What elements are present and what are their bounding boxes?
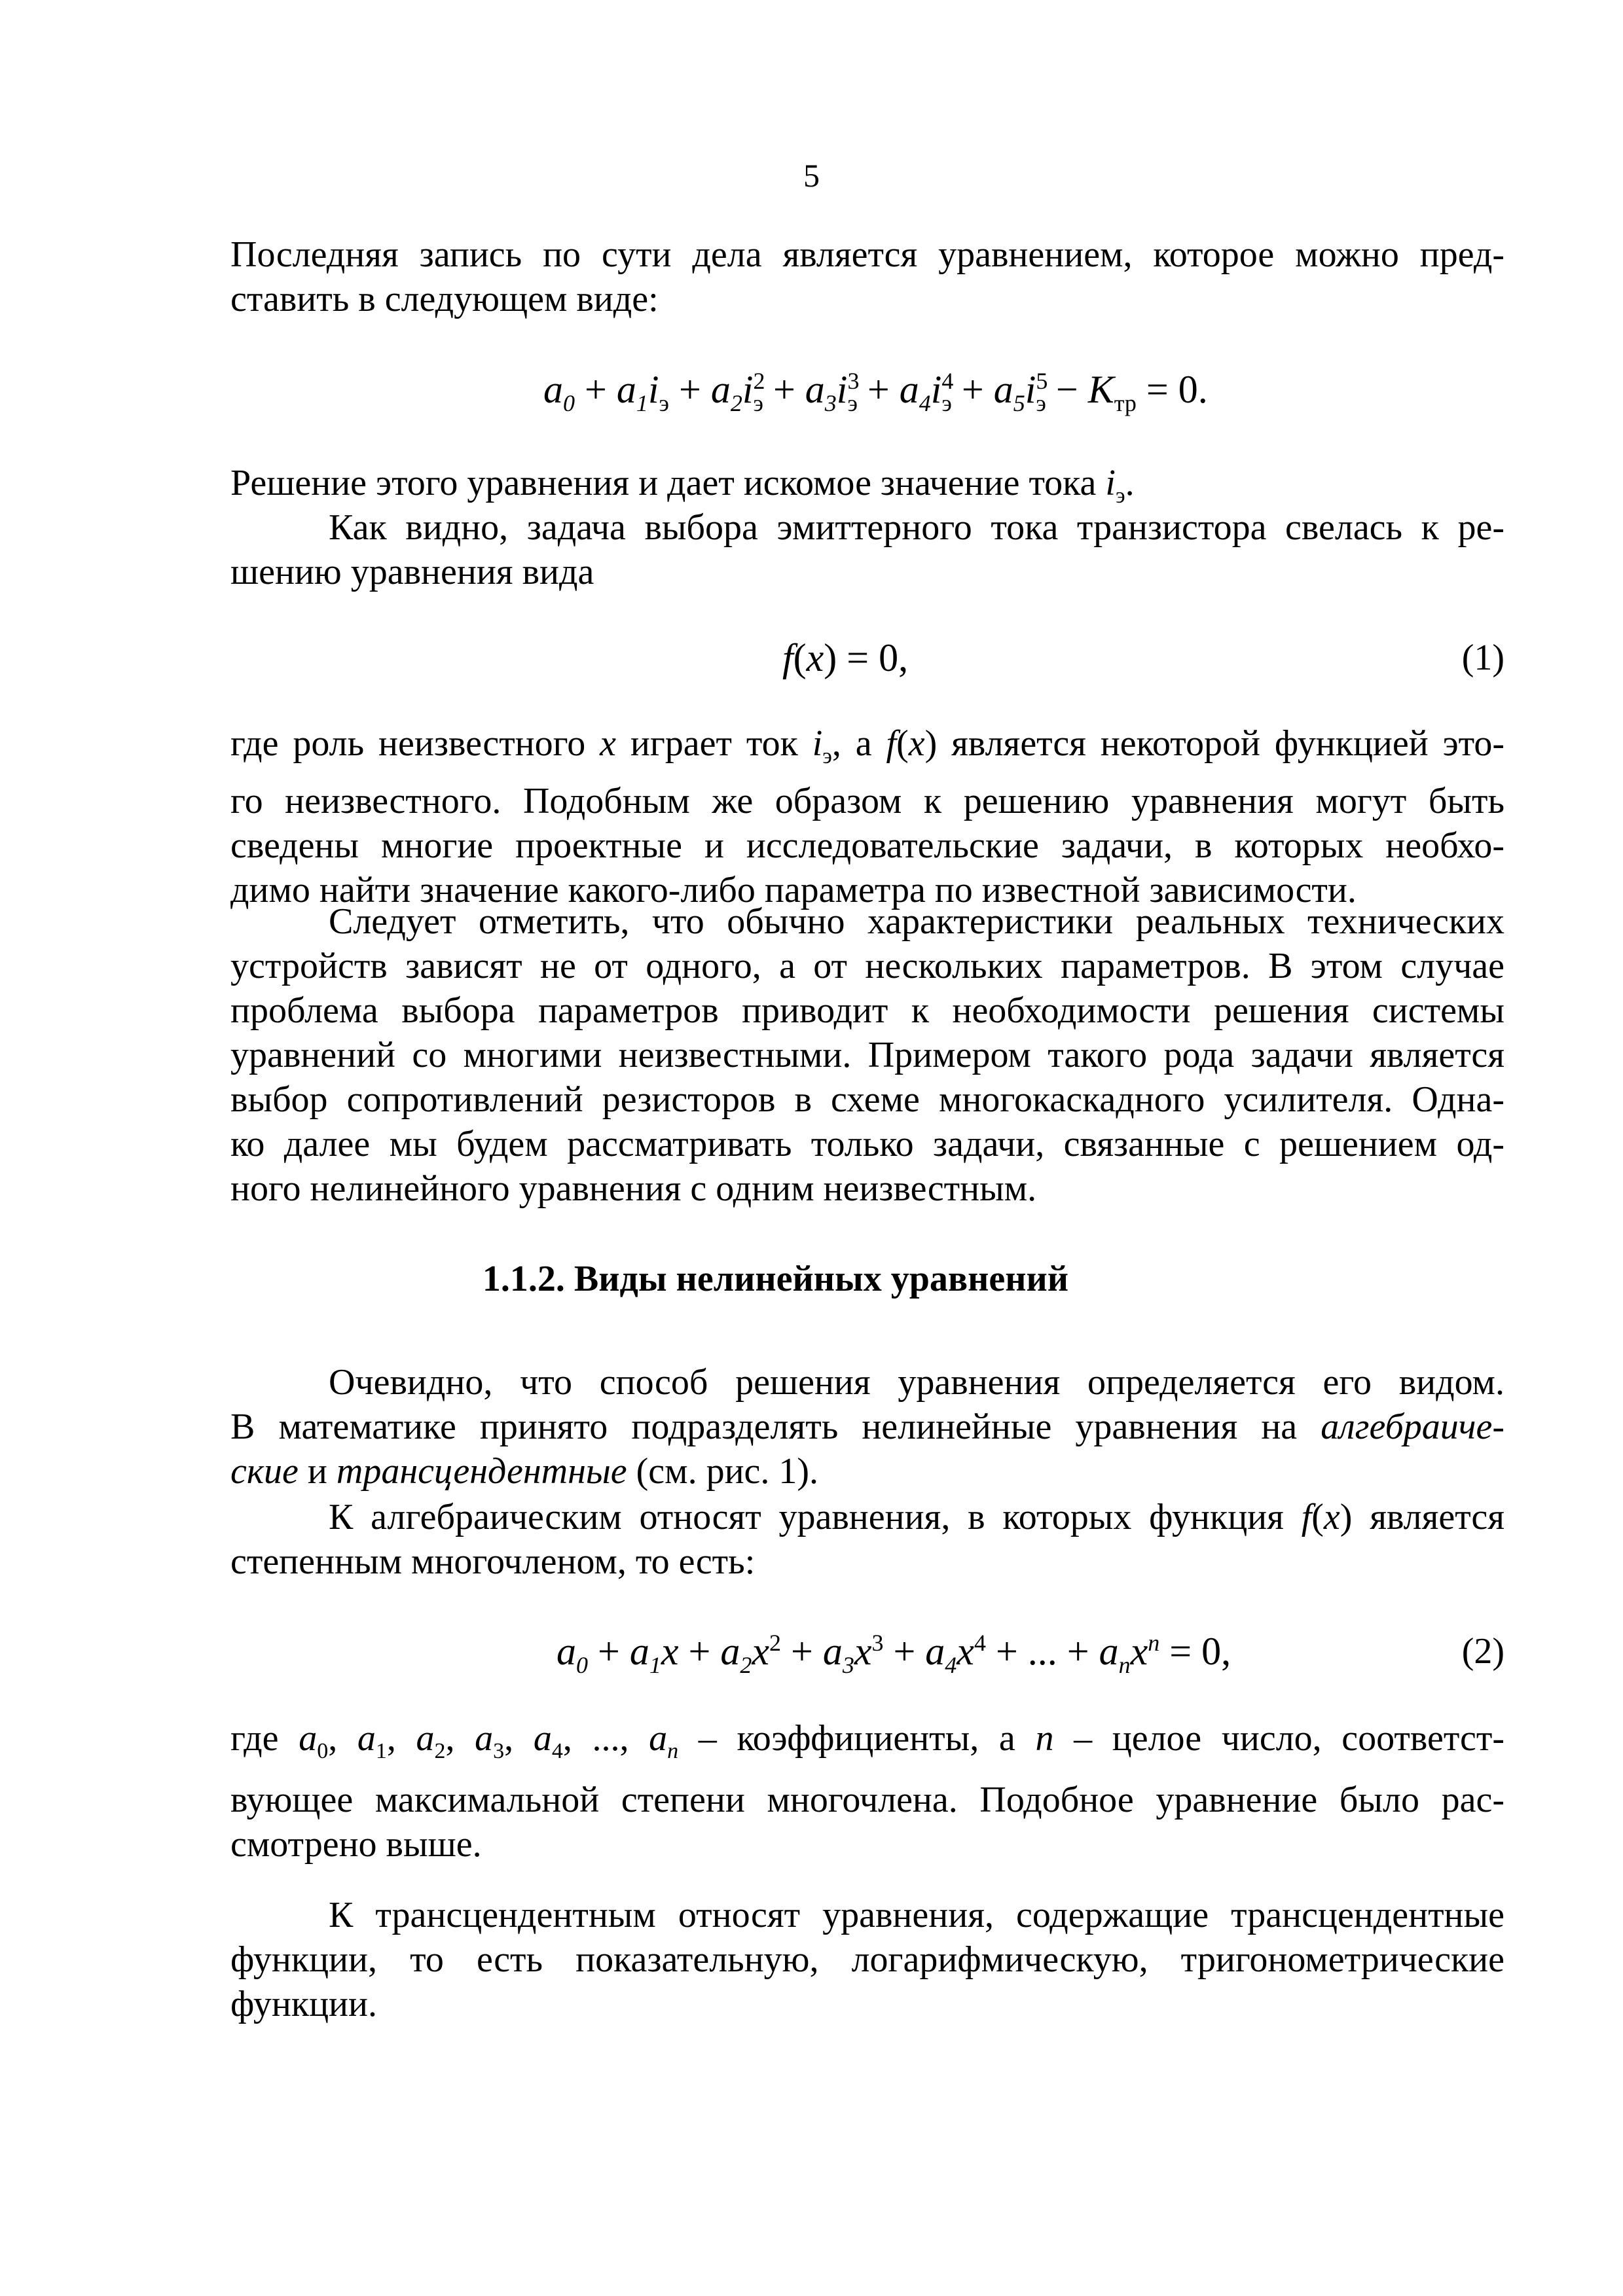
paragraph-line (230, 721, 1504, 779)
superscript: 2 (753, 368, 765, 394)
paragraph-line: уравнений со многими неизвестными. Примером такого рода задачи является (230, 1035, 1504, 1075)
paragraph-line: Следует отметить, что обычно характеристики реальных технических (329, 901, 1504, 942)
subscript: 0 (563, 390, 575, 416)
var-a: a (710, 368, 731, 411)
italic-term: ские (230, 1451, 299, 1492)
paragraph-line: Как видно, задача выбора эмиттерного тока транзистора свелась к ре- (329, 507, 1504, 548)
var-x: x (957, 1630, 974, 1673)
paragraph-line: ставить в следующем виде: (230, 279, 659, 319)
var-a: a (533, 1718, 552, 1759)
var-i: i (1025, 368, 1036, 411)
paragraph-line: го неизвестного. Подобным же образом к решению уравнения могут быть (230, 781, 1504, 822)
subscript: 3 (842, 1652, 854, 1678)
subscript: э (822, 744, 832, 769)
text-run: В математике принято подразделять нелинейные уравнения на (230, 1407, 1321, 1447)
ellipsis: ... (592, 1718, 620, 1759)
paragraph-line: устройств зависят не от одного, а от нескольких параметров. В этом случае (230, 946, 1504, 986)
subscript: 3 (493, 1739, 505, 1764)
paragraph-line: Очевидно, что способ решения уравнения определяется его видом. (329, 1362, 1504, 1403)
paragraph-transcendental (230, 1893, 1504, 2026)
subscript: 4 (551, 1739, 563, 1764)
var-i: i (930, 368, 942, 411)
var-a: a (822, 1630, 843, 1673)
zero: 0 (1201, 1630, 1222, 1673)
paragraph-types (230, 1360, 1504, 1494)
plus-sign: + (790, 1630, 813, 1673)
plus-sign: + (961, 368, 984, 411)
paragraph-task (230, 505, 1504, 594)
plus-sign: + (678, 368, 701, 411)
var-x: x (806, 636, 824, 679)
subscript: 4 (919, 390, 931, 416)
text-run: К алгебраическим относят уравнения, в которых функция (329, 1497, 1302, 1537)
paragraph-line: смотрено выше. (230, 1824, 482, 1865)
paragraph-line: функции. (230, 1984, 377, 2024)
subscript: 3 (824, 390, 837, 416)
plus-sign: + (893, 1630, 916, 1673)
paren: ( (793, 636, 807, 679)
subscript: э (1115, 484, 1125, 509)
superscript: n (1148, 1630, 1160, 1656)
comma: , (504, 1718, 514, 1759)
subscript: 2 (730, 390, 742, 416)
equals-sign: = (1169, 1630, 1192, 1673)
paragraph-intro (230, 232, 1504, 321)
subscript: n (667, 1739, 679, 1764)
text-run: – целое число, соответст- (1053, 1718, 1504, 1759)
section-heading: 1.1.2. Виды нелинейных уравнений (482, 1259, 1069, 1299)
var-x: x (1323, 1497, 1340, 1537)
italic-term: трансцендентные (336, 1451, 627, 1492)
var-a: a (475, 1718, 494, 1759)
plus-sign: + (585, 368, 607, 411)
paragraph-role (230, 721, 1504, 912)
paragraph-line: димо найти значение какого-либо параметра по известной зависимости. (230, 870, 1357, 911)
var-a: a (899, 368, 919, 411)
minus-sign: − (1055, 368, 1078, 411)
var-a: a (357, 1718, 376, 1759)
var-a: a (993, 368, 1013, 411)
comma: , (445, 1718, 455, 1759)
subscript: 1 (649, 1652, 661, 1678)
var-x: x (752, 1630, 769, 1673)
subscript: э (847, 390, 858, 416)
var-i: i (1105, 463, 1116, 503)
paragraph-line: шению уравнения вида (230, 552, 594, 592)
plus-sign: + (867, 368, 890, 411)
plus-sign: + (598, 1630, 620, 1673)
paragraph-line: выбор сопротивлений резисторов в схеме многокаскадного усилителя. Одна- (230, 1079, 1504, 1120)
var-a: a (416, 1718, 435, 1759)
paragraph-line: Последняя запись по сути дела является уравнением, которое можно пред- (230, 234, 1504, 275)
subscript: 0 (317, 1739, 329, 1764)
text-run: , а (831, 723, 886, 764)
superscript: 3 (847, 368, 860, 394)
var-a: a (629, 1630, 649, 1673)
text-run: где (230, 1718, 299, 1759)
subscript: э (1036, 390, 1046, 416)
var-a: a (1099, 1630, 1119, 1673)
var-x: x (1130, 1630, 1148, 1673)
comma: , (1221, 1630, 1231, 1673)
zero: 0 (1178, 368, 1198, 411)
equation-polynomial-general (556, 1628, 1231, 1678)
text-run: = 0, (837, 636, 909, 679)
text-run: ) является некоторой функцией это- (924, 723, 1505, 764)
var-a: a (616, 368, 636, 411)
text-run: Решение этого уравнения и дает искомое значение тока (230, 463, 1106, 503)
var-a: a (649, 1718, 668, 1759)
paren: ) (824, 636, 837, 679)
comma: , (386, 1718, 396, 1759)
var-i: i (647, 368, 659, 411)
var-a: a (805, 368, 825, 411)
subscript: э (941, 390, 952, 416)
var-x: x (600, 723, 616, 764)
paragraph-line (230, 1716, 1504, 1774)
paragraph-line: К трансцендентным относят уравнения, содержащие трансцендентные (329, 1895, 1504, 1935)
paragraph-line: ного нелинейного уравнения с одним неизвестным. (230, 1168, 1037, 1209)
text-run: где роль неизвестного (230, 723, 600, 764)
subscript: 2 (434, 1739, 446, 1764)
comma: , (562, 1718, 572, 1759)
text-run: и (298, 1451, 337, 1492)
paragraph-line (230, 1449, 1504, 1494)
paragraph-line: ко далее мы будем рассматривать только задачи, связанные с решением од- (230, 1124, 1504, 1164)
plus-sign: + (688, 1630, 711, 1673)
paragraph-line: сведены многие проектные и исследовательские задачи, в которых необхо- (230, 825, 1504, 867)
plus-sign: + (773, 368, 795, 411)
var-i: i (812, 723, 823, 764)
text-run: играет ток (615, 723, 812, 764)
paragraph-algebraic (230, 1495, 1504, 1584)
paragraph-line: функции, то есть показательную, логарифмическую, тригонометрические (230, 1939, 1504, 1980)
superscript: 3 (871, 1630, 884, 1656)
subscript: 0 (576, 1652, 588, 1678)
var-i: i (742, 368, 754, 411)
subscript: тр (1114, 390, 1137, 416)
subscript: 1 (636, 390, 648, 416)
text-run: ) является (1340, 1497, 1504, 1537)
var-x: x (661, 1630, 679, 1673)
paragraph-line: степенным многочленом, то есть: (230, 1541, 756, 1582)
var-a: a (925, 1630, 945, 1673)
subscript: 1 (375, 1739, 387, 1764)
paragraph-line (230, 1405, 1504, 1449)
superscript: 5 (1036, 368, 1048, 394)
plus-sign: + (995, 1630, 1018, 1673)
plus-sign: + (1067, 1630, 1089, 1673)
subscript: э (753, 390, 763, 416)
var-x: x (908, 723, 925, 764)
text-run: – коэффициенты, а (678, 1718, 1036, 1759)
var-k: K (1087, 368, 1114, 411)
var-f: f (886, 723, 897, 764)
text-run: ( (896, 723, 909, 764)
text-run: . (1125, 463, 1135, 503)
text-run: (см. рис. 1). (627, 1451, 819, 1492)
superscript: 2 (769, 1630, 781, 1656)
var-n: n (1035, 1718, 1054, 1759)
subscript: 4 (945, 1652, 957, 1678)
superscript: 4 (974, 1630, 986, 1656)
equation-polynomial-current (543, 367, 1208, 416)
comma: , (328, 1718, 338, 1759)
equation-fx (782, 635, 908, 681)
subscript: 5 (1013, 390, 1025, 416)
page-number: 5 (803, 157, 820, 194)
var-a: a (556, 1630, 576, 1673)
paragraph-line: проблема выбора параметров приводит к необходимости решения системы (230, 990, 1504, 1031)
paragraph-multiple-params (230, 899, 1504, 1211)
subscript: n (1118, 1652, 1131, 1678)
paragraph-line: вующее максимальной степени многочлена. Подобное уравнение было рас- (230, 1780, 1504, 1821)
italic-term: алгебраиче- (1321, 1407, 1504, 1447)
equals-sign: = (1146, 368, 1169, 411)
var-i: i (836, 368, 848, 411)
var-a: a (299, 1718, 318, 1759)
var-f: f (1301, 1497, 1312, 1537)
subscript: э (659, 390, 669, 416)
superscript: 4 (941, 368, 954, 394)
var-x: x (854, 1630, 872, 1673)
var-f: f (782, 636, 793, 679)
var-a: a (720, 1630, 740, 1673)
comma: , (619, 1718, 629, 1759)
period: . (1197, 368, 1208, 411)
text-run: ( (1311, 1497, 1324, 1537)
subscript: 2 (740, 1652, 752, 1678)
var-a: a (543, 368, 563, 411)
paragraph-coefficients (230, 1716, 1504, 1867)
paragraph-line (230, 1495, 1504, 1539)
ellipsis: ... (1027, 1630, 1057, 1673)
equation-number-2: (2) (1461, 1631, 1504, 1672)
equation-number-1: (1) (1461, 637, 1504, 678)
